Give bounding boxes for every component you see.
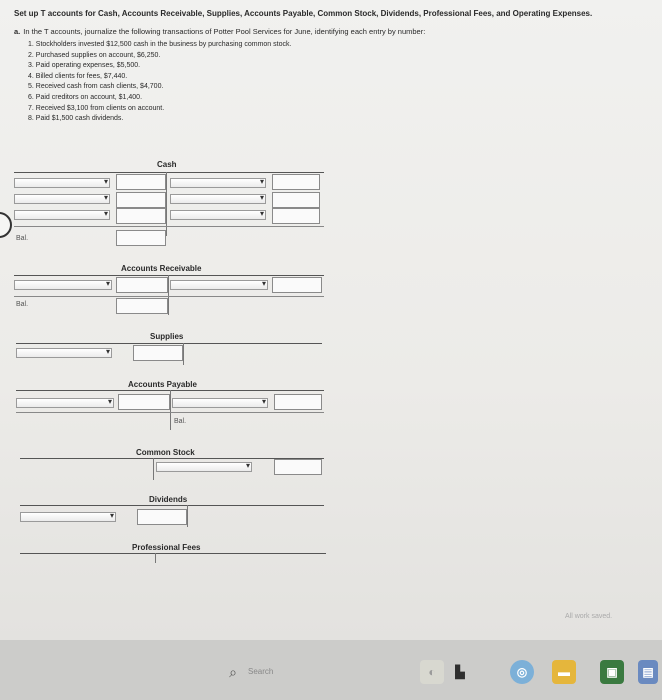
cash-debit-amount-input[interactable]	[116, 208, 166, 224]
cash-debit-amount-input[interactable]	[116, 192, 166, 208]
supplies-t-top	[16, 343, 322, 344]
cash-bal-label: Bal.	[16, 235, 29, 242]
cs-t-divider	[153, 458, 154, 480]
div-t-top	[20, 505, 324, 506]
ar-bal-label: Bal.	[16, 301, 29, 308]
supplies-debit-amount-input[interactable]	[133, 345, 183, 361]
cs-credit-amount-input[interactable]	[274, 459, 322, 475]
transaction-item: 6. Paid creditors on account, $1,400.	[28, 93, 143, 101]
accounts-payable-title: Accounts Payable	[128, 380, 197, 389]
transaction-item: 2. Purchased supplies on account, $6,250.	[28, 51, 161, 59]
ar-credit-amount-input[interactable]	[272, 277, 322, 293]
dividends-title: Dividends	[149, 495, 188, 504]
ar-t-top	[14, 275, 324, 276]
transaction-item: 8. Paid $1,500 cash dividends.	[28, 115, 124, 123]
cash-credit-entry-select[interactable]	[170, 194, 266, 204]
ap-credit-entry-select[interactable]	[172, 398, 268, 408]
question-letter: a.	[14, 27, 21, 36]
copilot-icon[interactable]: ◐	[420, 660, 444, 684]
cash-balance-input[interactable]	[116, 230, 166, 246]
folder-icon[interactable]: ▬	[552, 660, 576, 684]
cash-account-title: Cash	[157, 160, 177, 169]
transaction-item: 4. Billed clients for fees, $7,440.	[28, 72, 128, 80]
cash-debit-entry-select[interactable]	[14, 210, 110, 220]
cs-credit-entry-select[interactable]	[156, 462, 252, 472]
ap-debit-entry-select[interactable]	[16, 398, 114, 408]
ap-t-divider	[170, 390, 171, 430]
ar-credit-entry-select[interactable]	[170, 280, 268, 290]
transaction-item: 1. Stockholders invested $12,500 cash in the business by purchasing common stock.	[28, 41, 292, 48]
windows-taskbar	[0, 640, 662, 700]
store-icon[interactable]: ▣	[600, 660, 624, 684]
save-status: All work saved.	[565, 613, 613, 620]
ar-debit-amount-input[interactable]	[116, 277, 168, 293]
supplies-debit-entry-select[interactable]	[16, 348, 112, 358]
ar-total-line	[14, 296, 324, 297]
cash-credit-amount-input[interactable]	[272, 174, 320, 190]
problem-title: Set up T accounts for Cash, Accounts Receivable, Supplies, Accounts Payable, Common Stock, Dividends, Professional Fees, and Operating Expenses.	[14, 9, 593, 18]
cash-credit-entry-select[interactable]	[170, 210, 266, 220]
ar-t-divider	[168, 275, 169, 315]
cash-t-top	[14, 172, 324, 173]
ap-total-line	[16, 412, 324, 413]
transaction-item: 3. Paid operating expenses, $5,500.	[28, 62, 141, 70]
pf-t-divider	[155, 553, 156, 563]
cash-credit-amount-input[interactable]	[272, 192, 320, 208]
div-debit-entry-select[interactable]	[20, 512, 116, 522]
ap-bal-label: Bal.	[174, 418, 187, 425]
file-explorer-icon[interactable]: ▙	[455, 665, 465, 679]
app-icon[interactable]: ▤	[638, 660, 658, 684]
windows-start-icon[interactable]	[180, 662, 202, 684]
accounts-receivable-title: Accounts Receivable	[121, 264, 202, 273]
pf-t-top	[20, 553, 326, 554]
ar-balance-input[interactable]	[116, 298, 168, 314]
side-panel-toggle[interactable]	[0, 212, 12, 238]
professional-fees-title: Professional Fees	[132, 543, 201, 552]
cash-debit-entry-select[interactable]	[14, 194, 110, 204]
ap-credit-amount-input[interactable]	[274, 394, 322, 410]
instructions	[14, 8, 654, 125]
transaction-item: 7. Received $3,100 from clients on account.	[28, 104, 165, 112]
transaction-list	[28, 40, 654, 125]
browser-icon[interactable]: ◎	[510, 660, 534, 684]
taskbar-search-input[interactable]: Search	[248, 667, 274, 676]
ar-debit-entry-select[interactable]	[14, 280, 112, 290]
cash-debit-entry-select[interactable]	[14, 178, 110, 188]
div-t-divider	[187, 505, 188, 527]
supplies-t-divider	[183, 343, 184, 365]
cash-credit-amount-input[interactable]	[272, 208, 320, 224]
question-text: In the T accounts, journalize the following transactions of Potter Pool Services for June, identifying each entry by number:	[23, 27, 426, 36]
cash-debit-amount-input[interactable]	[116, 174, 166, 190]
supplies-title: Supplies	[150, 332, 184, 341]
transaction-item: 5. Received cash from cash clients, $4,700.	[28, 83, 164, 91]
question	[14, 26, 654, 37]
common-stock-title: Common Stock	[136, 448, 195, 457]
search-icon[interactable]: ⌕	[229, 663, 237, 680]
cash-total-line	[14, 226, 324, 227]
div-debit-amount-input[interactable]	[137, 509, 187, 525]
ap-debit-amount-input[interactable]	[118, 394, 170, 410]
cash-credit-entry-select[interactable]	[170, 178, 266, 188]
